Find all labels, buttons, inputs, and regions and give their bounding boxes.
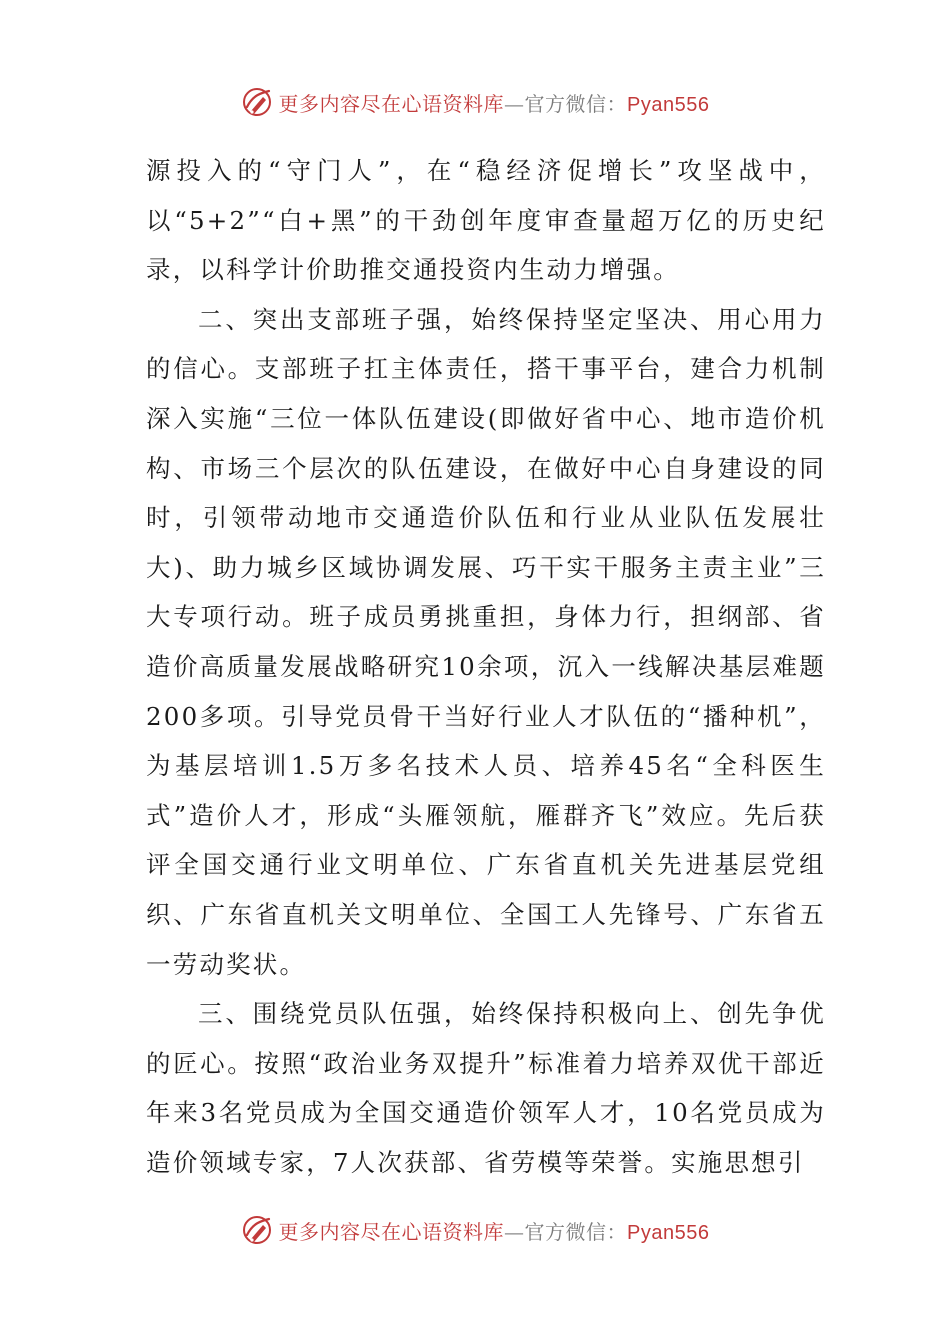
pen-swirl-logo-icon bbox=[241, 85, 275, 119]
header-watermark-text bbox=[279, 88, 710, 117]
footer-official-label: 官方微信： bbox=[524, 1219, 628, 1244]
footer-watermark-text bbox=[279, 1216, 710, 1245]
header-official-label: 官方微信： bbox=[524, 91, 628, 116]
footer-wechat-id: Pyan556 bbox=[627, 1221, 710, 1244]
footer-site-text: 更多内容尽在心语资料库 bbox=[278, 1219, 505, 1244]
paragraph-section-two: 二、突出支部班子强，始终保持坚定坚决、用心用力的信心。支部班子扛主体责任，搭干事平台，建合力机制深入实施“三位一体队伍建设(即做好省中心、地市造价机构、市场三个层次的队伍建设，在做好中心自身建设的同时，引领带动地市交通造价队伍和行业从业队伍发展壮大)、助力城乡区域协调发展、巧干实干服务主责主业”三大专项行动。班子成员勇挑重担，身体力行，担纲部、省造价高质量发展战略研究10余项，沉入一线解决基层难题200多项。引导党员骨干当好行业人才队伍的“播种机”，为基层培训1.5万多名技术人员、培养45名“全科医生式”造价人才，形成“头雁领航，雁群齐飞”效应。先后获评全国交通行业文明单位、广东省直机关先进基层党组织、广东省直机关文明单位、全国工人先锋号、广东省五一劳动奖状。 bbox=[146, 304, 826, 979]
header-wechat-id: Pyan556 bbox=[627, 93, 710, 116]
header-site-text: 更多内容尽在心语资料库 bbox=[278, 91, 505, 116]
pen-swirl-logo-icon bbox=[241, 1213, 275, 1247]
footer-watermark-banner bbox=[0, 1210, 950, 1250]
header-watermark-banner bbox=[0, 82, 950, 122]
footer-dash: — bbox=[504, 1219, 525, 1244]
paragraph-continuation: 源投入的“守门人”，在“稳经济促增长”攻坚战中，以“5+2”“白+黑”的干劲创年度审查量超万亿的历史纪录，以科学计价助推交通投资内生动力增强。 bbox=[146, 156, 826, 285]
document-body bbox=[146, 146, 826, 1187]
header-dash: — bbox=[504, 91, 525, 116]
paragraph-section-three: 三、围绕党员队伍强，始终保持积极向上、创先争优的匠心。按照“政治业务双提升”标准着力培养双优干部近年来3名党员成为全国交通造价领军人才，10名党员成为造价领域专家，7人次获部、省劳模等荣誉。实施思想引 bbox=[146, 999, 826, 1177]
